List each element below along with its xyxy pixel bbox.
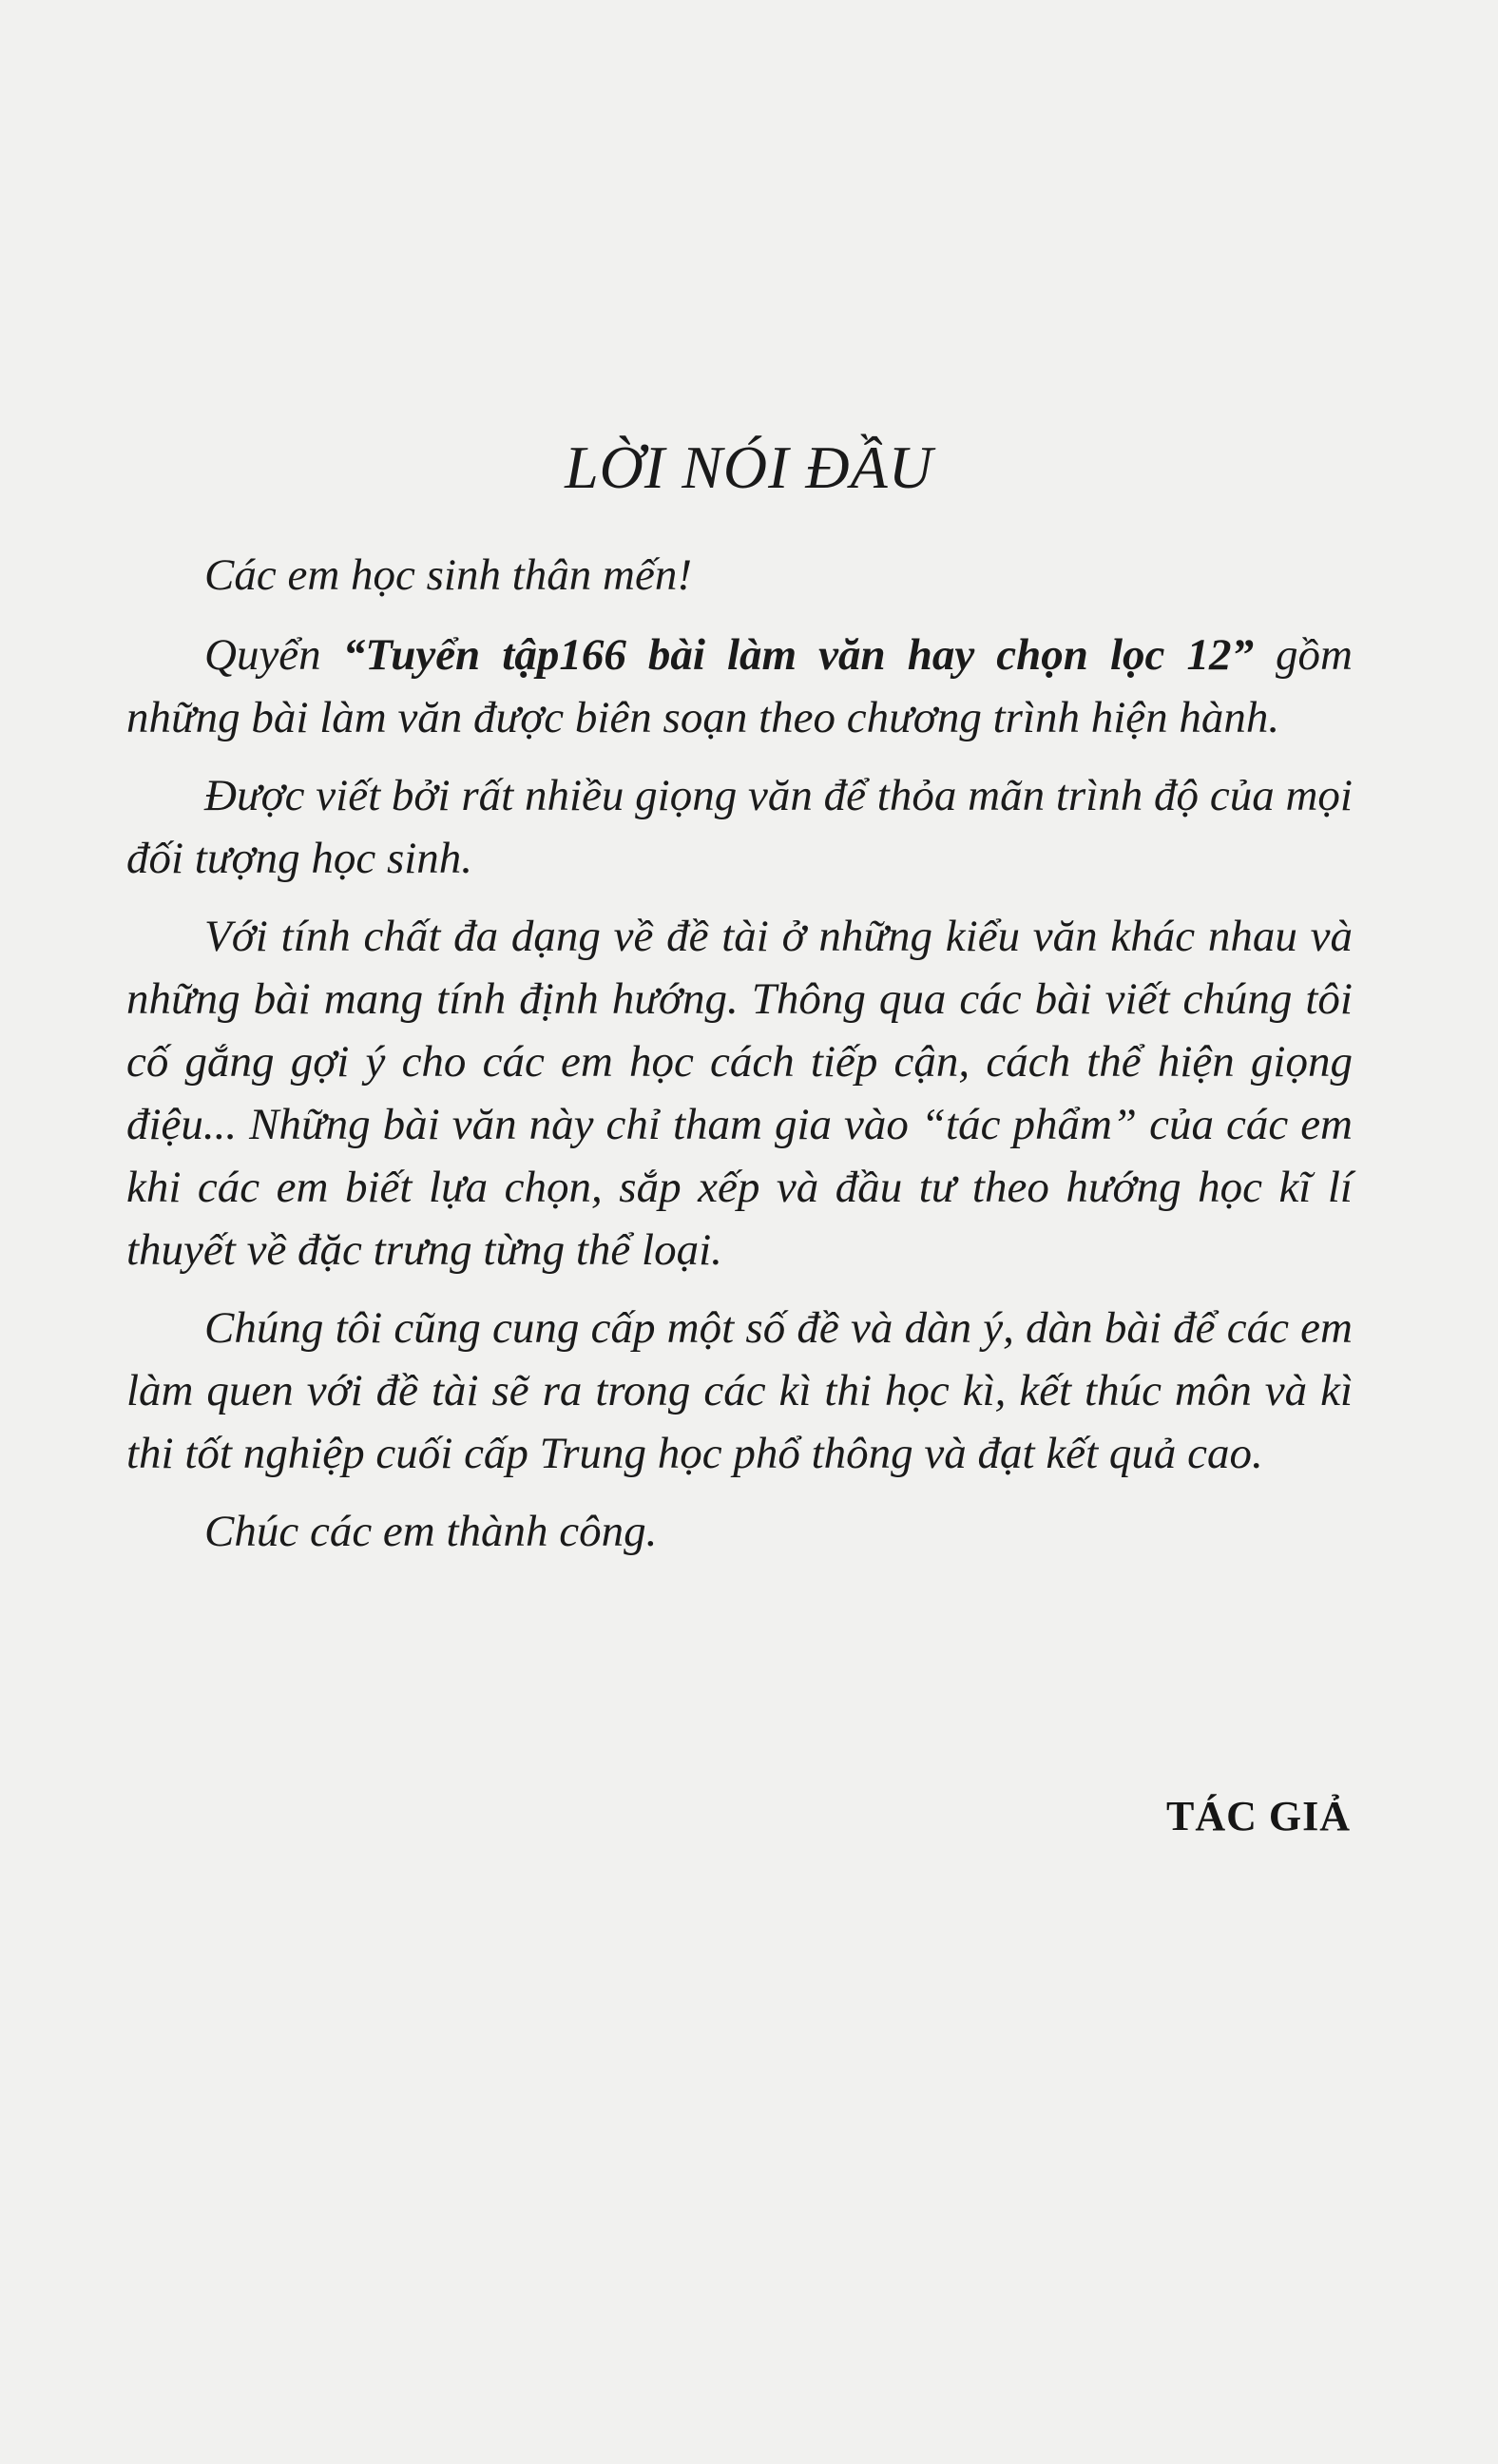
greeting: Các em học sinh thân mến! [204,550,692,600]
paragraph-1-prefix: Quyển [204,630,343,680]
paragraph-1-rest: gồm những bài làm văn được biên soạn theo chương trình hiện hành. [126,630,1353,742]
paragraph-1 [126,624,1353,749]
paragraph-4: Chúng tôi cũng cung cấp một số đề và dàn ý, dàn bài để các em làm quen với đề tài sẽ ra trong các kì thi học kì, kết thúc môn và kì thi tốt nghiệp cuối cấp Trung học phổ thông và đạt kết quả cao. [126,1303,1353,1478]
author-signature: TÁC GIẢ [1165,1793,1351,1839]
paragraph-2: Được viết bởi rất nhiều giọng văn để thỏa mãn trình độ của mọi đối tượng học sinh. [126,771,1353,883]
paragraph-3: Với tính chất đa dạng về đề tài ở những kiểu văn khác nhau và những bài mang tính định hướng. Thông qua các bài viết chúng tôi cố gắng gợi ý cho các em học cách tiếp cận, cách thể hiện giọng điệu... Những bài văn này chỉ tham gia vào “tác phẩm” của các em khi các em biết lựa chọn, sắp xếp và đầu tư theo hướng học kĩ lí thuyết về đặc trưng từng thể loại. [126,912,1353,1275]
page-title: LỜI NÓI ĐẦU [565,433,933,501]
preface-body [126,544,1353,1578]
book-title: “Tuyển tập166 bài làm văn hay chọn lọc 12” [342,630,1254,680]
closing-line: Chúc các em thành công. [204,1507,658,1556]
